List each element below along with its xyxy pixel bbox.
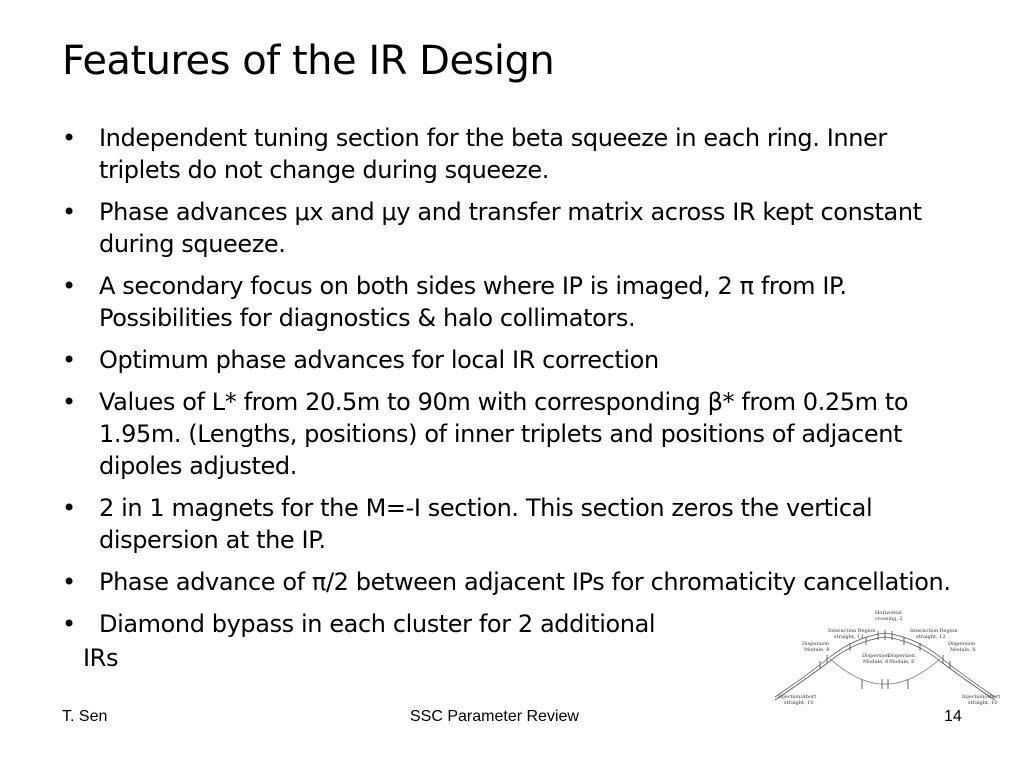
- bullet-item: [62, 122, 962, 186]
- label-inj-left-num: straight, 10: [784, 700, 814, 706]
- bullet-dot: •: [62, 494, 76, 522]
- footer-title: SSC Parameter Review: [410, 708, 579, 725]
- label-horizontal-crossing-num: crossing, 2: [875, 616, 903, 622]
- bullet-item: [62, 386, 962, 482]
- bullet-text: A secondary focus on both sides where IP is imaged, 2 π from IP. Possibilities for diagnostics & halo collimators.: [99, 272, 847, 332]
- label-disp-left-num: Module, 8: [804, 647, 830, 653]
- bullet-text: Independent tuning section for the beta squeeze in each ring. Inner triplets do not change during squeeze.: [99, 124, 887, 184]
- label-disp-mid-right-num: Module, 6: [889, 659, 915, 665]
- bullet-text: 2 in 1 magnets for the M=-I section. This section zeros the vertical dispersion at the IP.: [99, 494, 873, 554]
- bullet-dot: •: [62, 568, 76, 596]
- label-ir-right: Interaction Region: [910, 628, 958, 634]
- bullet-item: [62, 492, 962, 556]
- bullet-item: [62, 344, 962, 376]
- bullet-item: [62, 196, 962, 260]
- label-disp-left: Dispersion: [802, 641, 830, 647]
- bullet-text: Values of L* from 20.5m to 90m with corresponding β* from 0.25m to 1.95m. (Lengths, positions) of inner triplets and positions of adjacent dipoles adjusted.: [99, 388, 909, 480]
- bullet-dot: •: [62, 124, 76, 152]
- bullet-dot: •: [62, 272, 76, 300]
- bullet-list: [62, 122, 962, 684]
- label-inj-right-num: straight, 10: [968, 700, 998, 706]
- label-disp-mid-left-num: Module, 6: [863, 659, 889, 665]
- label-disp-mid-right: Dispersion: [888, 653, 916, 659]
- label-inj-left: Injection/Abort: [778, 694, 817, 700]
- label-disp-mid-left: Dispersion: [862, 653, 890, 659]
- footer-author: T. Sen: [62, 708, 108, 725]
- bullet-text: Phase advances μx and μy and transfer matrix across IR kept constant during squeeze.: [99, 198, 922, 258]
- bullet-text: Diamond bypass in each cluster for 2 additional: [99, 610, 656, 638]
- bullet-dot: •: [62, 388, 76, 416]
- bullet-continuation: IRs: [83, 644, 119, 672]
- label-horizontal-crossing: Horizontal: [875, 610, 902, 616]
- bullet-item: [62, 270, 962, 334]
- page-number: 14: [944, 708, 962, 725]
- bullet-item: [62, 566, 962, 598]
- label-ir-left-num: straight, 12: [834, 634, 864, 640]
- label-disp-right: Dispersion: [948, 641, 976, 647]
- bullet-dot: •: [62, 610, 76, 638]
- ring-layout-diagram: [770, 605, 1000, 710]
- label-disp-right-num: Module, 8: [950, 647, 976, 653]
- bullet-dot: •: [62, 346, 76, 374]
- bullet-text: Optimum phase advances for local IR correction: [99, 346, 659, 374]
- label-inj-right: Injection/Abort: [962, 694, 1000, 700]
- slide-title: Features of the IR Design: [62, 38, 555, 84]
- bullet-text: Phase advance of π/2 between adjacent IPs for chromaticity cancellation.: [99, 568, 951, 596]
- label-ir-left: Interaction Region: [828, 628, 876, 634]
- bullet-dot: •: [62, 198, 76, 226]
- label-ir-right-num: straight, 12: [916, 634, 946, 640]
